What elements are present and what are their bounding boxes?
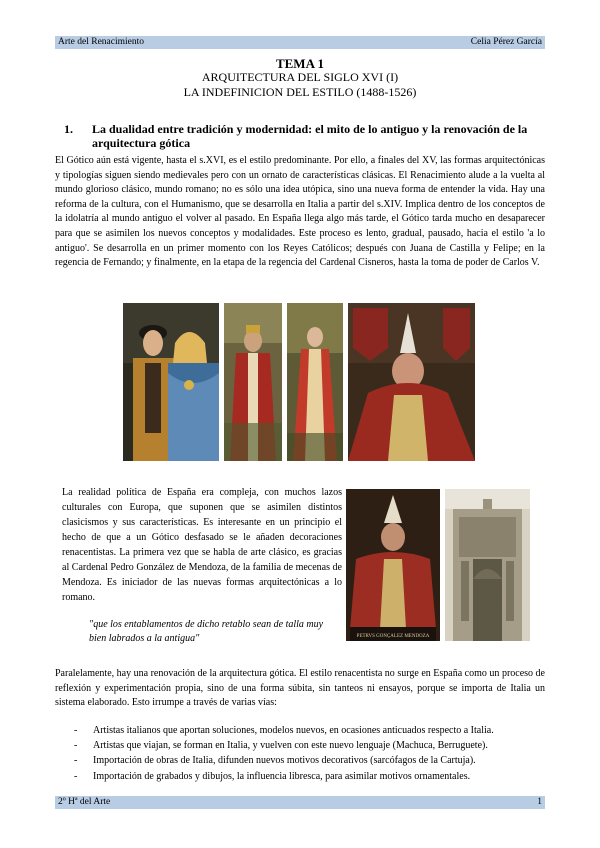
doc-subtitle-2: LA INDEFINICION DEL ESTILO (1488-1526) [183, 85, 417, 99]
paragraph-intro: El Gótico aún está vigente, hasta el s.XVI, es el estilo predominante. Por ello, a finales del XV, las formas arquitectónicas y tipologías siguen siendo medievales pero con un ornato de características clásicas. El Renacimiento alude a la vuelta al mundo glorioso clásico, mundo romano; no es sólo una idea utópica, sino una nueva forma de entender la vida. Hay una reforma de la cultura, con el Humanismo, que se desarrolla en Italia a partir del s.XIV. Implica dentro de los conceptos de la idolatría al mundo antiguo el volver al pasado. En España llega algo más tarde, el Gótico tarda mucho en desaparecer para que se asimilen los nuevos conceptos y modalidades. Este proceso es lento, gradual, pausado, hacia el estilo 'a lo antiguo'. Se desarrolla en un primer momento con los Reyes Católicos; después con Juana de Castilla y Felipe; en la regencia de Fernando; y finalmente, en la etapa de la regencia del Cardenal Cisneros, hasta la toma de poder de Carlos V. [55, 155, 545, 269]
list-item: - Artistas que viajan, se forman en Italia, y vuelven con este nuevo lenguaje (Machuca, Berruguete). [74, 740, 488, 752]
header-author: Celia Pérez García [470, 37, 542, 47]
list-item: - Importación de obras de Italia, difunden nuevos motivos decorativos (sarcófagos de la Cartuja). [74, 755, 476, 767]
king-portrait-image [224, 303, 282, 461]
doc-title: TEMA 1 [275, 56, 325, 71]
paragraph-renovation: Paralelamente, hay una renovación de la arquitectura gótica. El estilo renacentista no surge en España como un proceso de reflexión y experimentación propia, sino de una forma súbita, sin tanteos ni ensayos, porque se importa de Italia un sistema elaborado. Esto irrumpe a través de varias vías: [55, 668, 545, 709]
cardinal-mendoza-image [348, 303, 475, 461]
quote-text: "que los entablamentos de dicho retablo sean de talla muy bien labrados a la antigua" [89, 619, 324, 644]
footer-course: 2º Hª del Arte [58, 797, 111, 807]
page-header [55, 36, 545, 49]
page-footer [55, 796, 545, 809]
section-number: 1. [64, 122, 73, 136]
paragraph-politics: La realidad política de España era compleja, con muchos lazos culturales con Europa, que suponen que se asimilen distintos clasicismos y sus características. Es interesante en un principio el hecho de que a un Gótico desfasado se le añaden decoraciones renacentistas. La primera vez que se habla de arte clásico, es gracias al Cardenal Pedro González de Mendoza, de la familia de mecenas de Mendoza. Es iniciador de las nuevas formas arquitectónicas a lo romano. [62, 487, 342, 603]
page-number: 1 [537, 797, 542, 807]
portrait-gallery [123, 303, 475, 461]
cardinal-portrait-image [346, 489, 440, 641]
queen-portrait-image [287, 303, 343, 461]
building-facade-image [445, 489, 530, 641]
list-item: - Artistas italianos que aportan soluciones, modelos nuevos, en ocasiones anticuados respecto a Italia. [74, 725, 494, 736]
list-item: - Importación de grabados y dibujos, la influencia libresca, para asimilar motivos ornamentales. [74, 770, 471, 782]
portrait-caption: PETRVS GONÇALEZ MENDOZA [356, 634, 430, 639]
section-title: La dualidad entre tradición y modernidad: el mito de lo antiguo y la renovación de la arquitectura gótica [92, 122, 528, 150]
catholic-monarchs-image [123, 303, 219, 461]
bullet-list [55, 723, 545, 784]
doc-subtitle: ARQUITECTURA DEL SIGLO XVI (I) [201, 70, 399, 84]
header-course: Arte del Renacimiento [58, 37, 144, 47]
